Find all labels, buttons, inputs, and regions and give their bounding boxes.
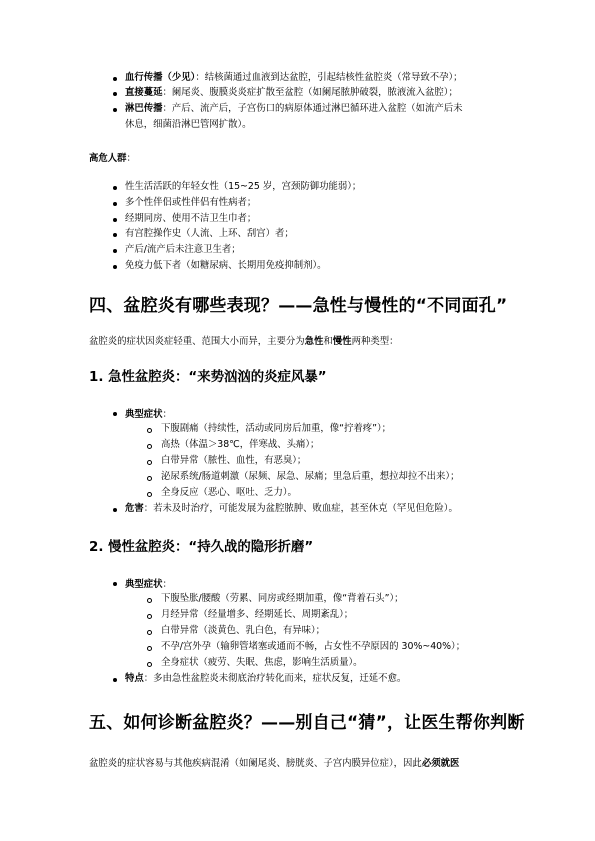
- list-item: 直接蔓延：阑尾炎、腹膜炎炎症扩散至盆腔（如阑尾脓肿破裂，脓液流入盆腔）；: [125, 87, 458, 98]
- bullet-icon: [113, 678, 117, 682]
- bullet-icon: [113, 92, 117, 96]
- list-item-continuation: 休息，细菌沿淋巴管网扩散）。: [125, 119, 252, 130]
- list-item: 不孕/宫外孕（输卵管堵塞或通而不畅，占女性不孕原因的 30%~40%）；: [161, 641, 466, 652]
- list-item: 淋巴传播：产后、流产后，子宫伤口的病原体通过淋巴循环进入盆腔（如流产后未: [125, 103, 463, 114]
- bullet-icon: [113, 249, 117, 253]
- hollow-bullet-icon: [147, 646, 152, 651]
- acute-harm: 危害：若未及时治疗，可能发展为盆腔脓肿、败血症，甚至休克（罕见但危险）。: [125, 503, 458, 514]
- list-item: 有宫腔操作史（人流、上环、刮宫）者；: [125, 228, 294, 239]
- list-item: 下腹坠胀/腰酸（劳累、同房或经期加重，像“背着石头”）；: [161, 593, 404, 604]
- list-item: 产后/流产后未注意卫生者；: [125, 244, 241, 255]
- bullet-icon: [113, 186, 117, 190]
- list-item: 全身反应（恶心、呕吐、乏力）。: [161, 487, 297, 498]
- bullet-icon: [113, 233, 117, 237]
- list-item: 下腹剧痛（持续性，活动或同房后加重，像“拧着疼”）；: [161, 423, 392, 434]
- high-risk-title: 高危人群：: [89, 153, 136, 164]
- chronic-feature: 特点：多由急性盆腔炎未彻底治疗转化而来，症状反复，迁延不愈。: [125, 673, 407, 684]
- bullet-icon: [113, 508, 117, 512]
- list-item: 血行传播（少见）：结核菌通过血液到达盆腔，引起结核性盆腔炎（常导致不孕）；: [125, 72, 463, 83]
- hollow-bullet-icon: [147, 662, 152, 667]
- list-item: 月经异常（经量增多、经期延长、周期紊乱）；: [161, 609, 354, 620]
- list-item: 白带异常（脓性、血性，有恶臭）；: [161, 455, 307, 466]
- bullet-icon: [113, 582, 117, 586]
- bullet-icon: [113, 265, 117, 269]
- hollow-bullet-icon: [147, 598, 152, 603]
- list-item: 白带异常（淡黄色、乳白色，有异味）；: [161, 625, 326, 636]
- list-item: 全身症状（疲劳、失眠、焦虑，影响生活质量）。: [161, 657, 363, 668]
- acute-typical-label: 典型症状：: [125, 409, 172, 420]
- acute-heading: 1. 急性盆腔炎：“来势汹汹的炎症风暴”: [89, 370, 327, 385]
- hollow-bullet-icon: [147, 492, 152, 497]
- hollow-bullet-icon: [147, 460, 152, 465]
- list-item: 免疫力低下者（如糖尿病、长期用免疫抑制剂）。: [125, 260, 327, 271]
- list-item: 泌尿系统/肠道刺激（尿频、尿急、尿痛；里急后重，想拉却拉不出来）；: [161, 471, 460, 482]
- hollow-bullet-icon: [147, 444, 152, 449]
- hollow-bullet-icon: [147, 428, 152, 433]
- bullet-icon: [113, 412, 117, 416]
- hollow-bullet-icon: [147, 476, 152, 481]
- bullet-icon: [113, 108, 117, 112]
- section-4-intro: 盆腔炎的症状因炎症轻重、范围大小而异，主要分为急性和慢性两种类型：: [89, 336, 399, 347]
- list-item: 经期同房、使用不洁卫生巾者；: [125, 213, 257, 224]
- bullet-icon: [113, 202, 117, 206]
- chronic-heading: 2. 慢性盆腔炎：“持久战的隐形折磨”: [89, 540, 314, 555]
- list-item: 性生活活跃的年轻女性（15~25 岁，宫颈防御功能弱）；: [125, 181, 362, 192]
- section-5-intro: 盆腔炎的症状容易与其他疾病混淆（如阑尾炎、膀胱炎、子宫内膜异位症），因此必须就医: [89, 758, 460, 769]
- section-4-heading: 四、盆腔炎有哪些表现？——急性与慢性的“不同面孔”: [89, 296, 508, 316]
- bullet-icon: [113, 218, 117, 222]
- hollow-bullet-icon: [147, 630, 152, 635]
- hollow-bullet-icon: [147, 614, 152, 619]
- list-item: 高热（体温＞38℃，伴寒战、头痛）；: [161, 439, 320, 450]
- section-5-heading: 五、如何诊断盆腔炎？——别自己“猜”，让医生帮你判断: [89, 713, 525, 733]
- list-item: 多个性伴侣或性伴侣有性病者；: [125, 197, 257, 208]
- bullet-icon: [113, 77, 117, 81]
- chronic-typical-label: 典型症状：: [125, 579, 172, 590]
